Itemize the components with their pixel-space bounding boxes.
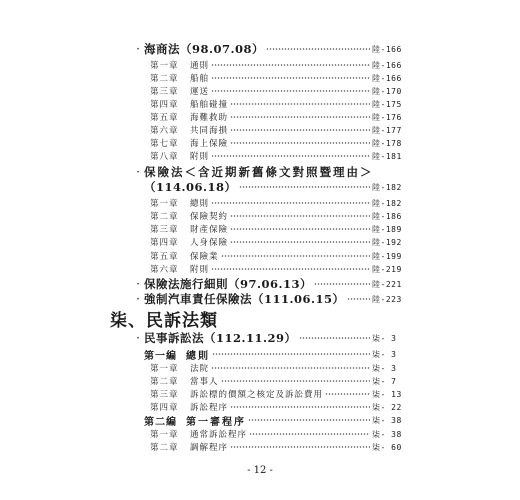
leader-dots xyxy=(221,253,370,259)
chapter-number: 第四章 xyxy=(150,403,179,413)
toc-chapter-entry[interactable] xyxy=(0,262,520,276)
page-ref: 陸-166 xyxy=(372,60,402,70)
entry-date: （114.06.18） xyxy=(144,180,237,194)
entry-title: 民事訴訟法（112.11.29） xyxy=(144,331,297,345)
bullet-dot: ‧ xyxy=(136,331,140,345)
leader-dots xyxy=(248,417,370,423)
toc-chapter-entry[interactable] xyxy=(0,209,520,223)
chapter-title: 通則 xyxy=(190,61,210,71)
leader-dots xyxy=(266,46,370,52)
chapter-title: 訴訟程序 xyxy=(190,403,229,413)
leader-dots xyxy=(211,365,370,371)
chapter-number: 第六章 xyxy=(150,265,179,275)
leader-dots xyxy=(249,431,370,437)
toc-chapter-entry[interactable] xyxy=(0,374,520,388)
chapter-title: 海上保險 xyxy=(190,139,229,149)
chapter-number: 第三章 xyxy=(150,390,179,400)
page-ref: 陸-186 xyxy=(372,211,402,221)
entry-title: 強制汽車責任保險法（111.06.15） xyxy=(144,292,345,306)
page-ref: 陸-221 xyxy=(372,279,402,289)
chapter-number: 第三章 xyxy=(150,225,179,235)
chapter-number: 第七章 xyxy=(150,139,179,149)
chapter-title: 運送 xyxy=(190,87,210,97)
chapter-title: 總則 xyxy=(190,199,210,209)
entry-title: 海商法（98.07.08） xyxy=(144,42,265,56)
toc-chapter-entry[interactable] xyxy=(0,149,520,163)
chapter-title: 附則 xyxy=(190,152,210,162)
chapter-title: 人身保險 xyxy=(190,238,229,248)
page-ref: 柒- 22 xyxy=(372,402,402,412)
chapter-title: 船舶 xyxy=(190,74,210,84)
chapter-number: 第一章 xyxy=(150,61,179,71)
toc-entry-maritime-law[interactable] xyxy=(0,42,520,56)
page-ref: 陸-182 xyxy=(372,182,402,192)
page-ref: 陸-199 xyxy=(372,251,402,261)
toc-chapter-entry[interactable] xyxy=(0,235,520,249)
page-ref: 陸-178 xyxy=(372,138,402,148)
bullet-dot: ‧ xyxy=(136,165,140,179)
toc-chapter-entry[interactable] xyxy=(0,387,520,401)
part-title: 總則 xyxy=(186,350,210,362)
page-ref: 柒- 38 xyxy=(372,415,402,425)
chapter-number: 第一章 xyxy=(150,364,179,374)
toc-chapter-entry[interactable] xyxy=(0,249,520,263)
leader-dots xyxy=(211,75,370,81)
leader-dots xyxy=(230,226,370,232)
toc-entry-civil-procedure[interactable] xyxy=(0,331,520,345)
entry-title: 保險法＜含近期新舊條文對照暨理由＞ xyxy=(144,165,374,179)
page-ref: 陸-176 xyxy=(372,112,402,122)
leader-dots xyxy=(230,114,370,120)
chapter-title: 船舶碰撞 xyxy=(190,100,229,110)
bullet-dot: ‧ xyxy=(136,42,140,56)
chapter-title: 保險契約 xyxy=(190,212,229,222)
page-ref: 柒- 3 xyxy=(372,333,397,343)
chapter-title: 當事人 xyxy=(190,377,219,387)
chapter-title: 通常訴訟程序 xyxy=(190,430,248,440)
chapter-number: 第二章 xyxy=(150,377,179,387)
toc-chapter-entry[interactable] xyxy=(0,71,520,85)
page-ref: 陸-182 xyxy=(372,198,402,208)
leader-dots xyxy=(230,444,370,450)
toc-chapter-entry[interactable] xyxy=(0,136,520,150)
leader-dots xyxy=(211,88,370,94)
leader-dots xyxy=(230,127,370,133)
chapter-title: 財產保險 xyxy=(190,225,229,235)
toc-chapter-entry[interactable] xyxy=(0,222,520,236)
toc-part-entry[interactable] xyxy=(0,347,520,361)
part-number: 第二編 xyxy=(144,416,177,428)
leader-dots xyxy=(211,266,370,272)
page-ref: 陸-170 xyxy=(372,86,402,96)
toc-chapter-entry[interactable] xyxy=(0,58,520,72)
leader-dots xyxy=(299,335,370,341)
leader-dots xyxy=(230,101,370,107)
chapter-title: 共同海損 xyxy=(190,126,229,136)
page-ref: 陸-166 xyxy=(372,44,402,54)
page-ref: 陸-166 xyxy=(372,73,402,83)
page-ref: 柒- 13 xyxy=(372,389,402,399)
chapter-title: 調解程序 xyxy=(190,443,229,453)
chapter-number: 第三章 xyxy=(150,87,179,97)
toc-entry-insurance-rules[interactable] xyxy=(0,277,520,291)
leader-dots xyxy=(325,391,370,397)
toc-chapter-entry[interactable] xyxy=(0,400,520,414)
toc-chapter-entry[interactable] xyxy=(0,84,520,98)
chapter-number: 第一章 xyxy=(150,430,179,440)
page-ref: 陸-223 xyxy=(372,294,402,304)
toc-part-entry[interactable] xyxy=(0,413,520,427)
chapter-number: 第六章 xyxy=(150,126,179,136)
leader-dots xyxy=(211,62,370,68)
chapter-number: 第四章 xyxy=(150,100,179,110)
toc-chapter-entry[interactable] xyxy=(0,427,520,441)
leader-dots xyxy=(239,184,370,190)
chapter-number: 第二章 xyxy=(150,212,179,222)
page-ref: 柒- 38 xyxy=(372,429,402,439)
chapter-number: 第二章 xyxy=(150,74,179,84)
page-ref: 陸-189 xyxy=(372,224,402,234)
leader-dots xyxy=(211,200,370,206)
page-number-footer: - 12 - xyxy=(247,465,273,476)
chapter-title: 海難救助 xyxy=(190,113,229,123)
leader-dots xyxy=(347,296,370,302)
page-ref: 陸-175 xyxy=(372,99,402,109)
bullet-dot: ‧ xyxy=(136,277,140,291)
page-ref: 陸-219 xyxy=(372,264,402,274)
part-title: 第一審程序 xyxy=(186,416,246,428)
page-ref: 柒- 3 xyxy=(372,349,397,359)
leader-dots xyxy=(212,351,370,357)
toc-chapter-entry[interactable] xyxy=(0,196,520,210)
toc-entry-insurance-law[interactable] xyxy=(0,165,520,179)
bullet-dot: ‧ xyxy=(136,292,140,306)
toc-chapter-entry[interactable] xyxy=(0,123,520,137)
toc-chapter-entry[interactable] xyxy=(0,110,520,124)
toc-chapter-entry[interactable] xyxy=(0,361,520,375)
section-heading: 柒、民訴法類 xyxy=(110,311,218,331)
toc-entry-compulsory-auto-insurance[interactable] xyxy=(0,292,520,306)
page-ref: 柒- 3 xyxy=(372,363,397,373)
chapter-number: 第五章 xyxy=(150,252,179,262)
chapter-number: 第一章 xyxy=(150,199,179,209)
chapter-title: 法院 xyxy=(190,364,210,374)
leader-dots xyxy=(230,140,370,146)
page-ref: 陸-177 xyxy=(372,125,402,135)
chapter-number: 第八章 xyxy=(150,152,179,162)
toc-entry-insurance-law-date[interactable] xyxy=(0,180,520,194)
chapter-title: 附則 xyxy=(190,265,210,275)
leader-dots xyxy=(230,239,370,245)
page-ref: 陸-181 xyxy=(372,151,402,161)
page-ref: 柒- 7 xyxy=(372,376,397,386)
part-number: 第一編 xyxy=(144,350,177,362)
chapter-title: 訴訟標的價額之核定及訴訟費用 xyxy=(190,390,324,400)
leader-dots xyxy=(211,153,370,159)
chapter-number: 第五章 xyxy=(150,113,179,123)
leader-dots xyxy=(230,213,370,219)
toc-chapter-entry[interactable] xyxy=(0,440,520,454)
chapter-title: 保險業 xyxy=(190,252,219,262)
page-ref: 陸-192 xyxy=(372,237,402,247)
chapter-number: 第四章 xyxy=(150,238,179,248)
leader-dots xyxy=(314,281,370,287)
toc-chapter-entry[interactable] xyxy=(0,97,520,111)
leader-dots xyxy=(230,404,370,410)
chapter-number: 第二章 xyxy=(150,443,179,453)
page-ref: 柒- 60 xyxy=(372,442,402,452)
entry-title: 保險法施行細則（97.06.13） xyxy=(144,277,313,291)
leader-dots xyxy=(221,378,370,384)
